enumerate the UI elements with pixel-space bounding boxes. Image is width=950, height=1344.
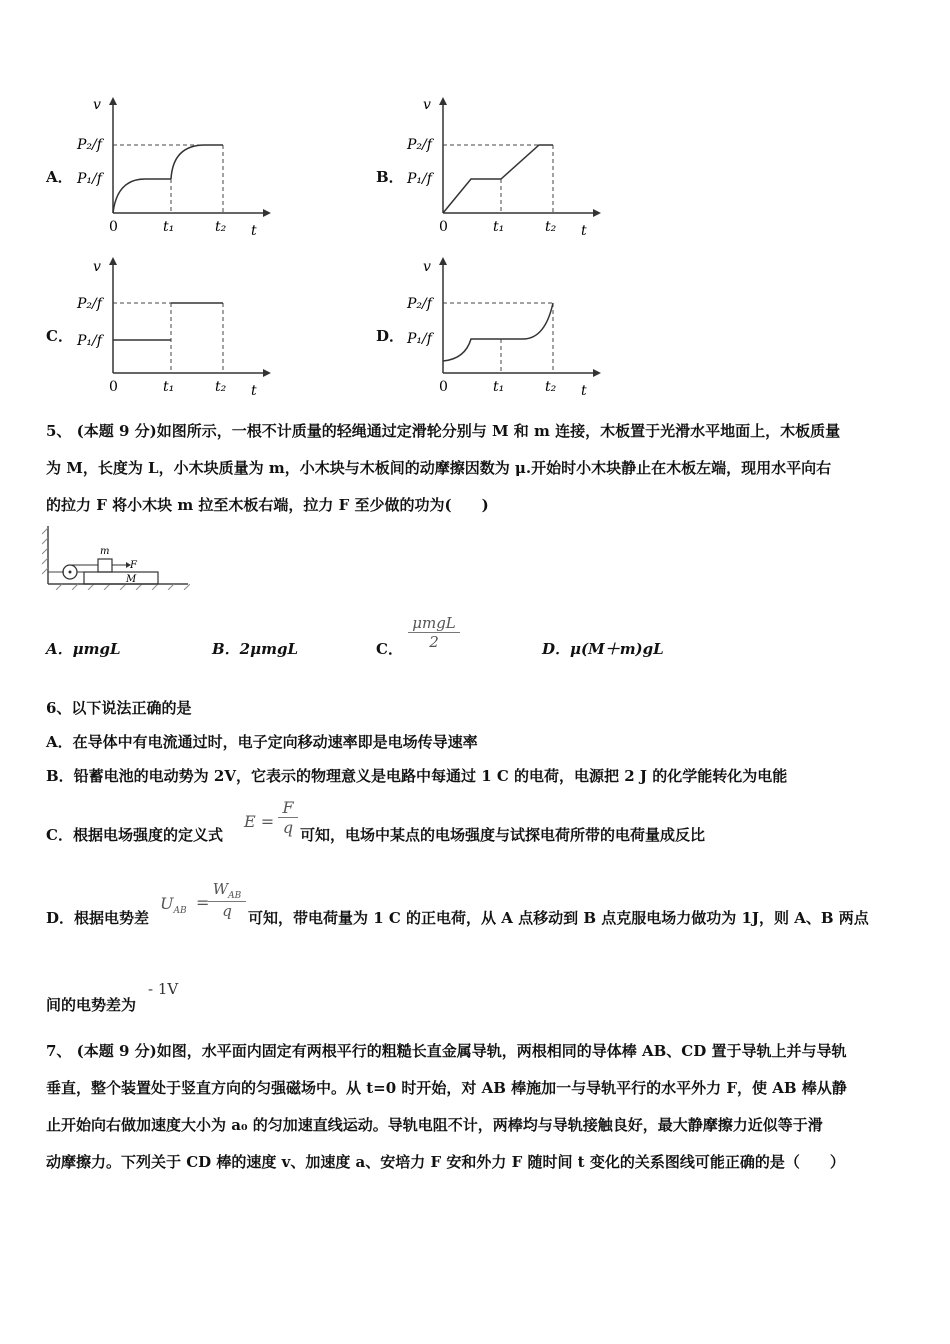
svg-text:t₁: t₁ <box>163 379 175 395</box>
q6-title: 6、以下说法正确的是 <box>46 699 192 717</box>
q6-option-d-value: - 1V <box>148 980 179 998</box>
q6-option-a: A．在导体中有电流通过时，电子定向移动速率即是电场传导速率 <box>46 733 478 751</box>
option-d-label: D． <box>376 327 405 345</box>
q5-line-3: 的拉力 F 将小木块 m 拉至木板右端，拉力 F 至少做的功为( ) <box>46 496 489 514</box>
q5-pulley-figure <box>42 524 190 590</box>
svg-text:v: v <box>423 259 431 275</box>
svg-text:F: F <box>130 560 137 571</box>
svg-text:P₁/f: P₁/f <box>77 333 102 349</box>
svg-text:t₂: t₂ <box>215 219 227 235</box>
svg-text:v: v <box>423 97 431 113</box>
graph-c <box>75 255 275 400</box>
svg-text:t₁: t₁ <box>493 379 505 395</box>
option-a-label: A． <box>46 168 73 186</box>
q6-option-d-u-sub: AB <box>173 906 187 917</box>
q6-option-d-denominator: q <box>222 902 232 920</box>
svg-text:P₁/f: P₁/f <box>407 171 432 187</box>
q5-option-c-denominator: 2 <box>429 633 439 651</box>
graph-a <box>75 95 275 240</box>
q7-line-2: 垂直，整个装置处于竖直方向的匀强磁场中。从 t=0 时开始，对 AB 棒施加一与导轨平行的水平外力 F，使 AB 棒从静 <box>46 1079 847 1097</box>
svg-text:t: t <box>251 383 257 399</box>
q5-option-c-fraction <box>408 614 460 651</box>
q6-option-d-u: U <box>160 894 174 913</box>
svg-text:P₂/f: P₂/f <box>407 296 432 312</box>
q7-line-4: 动摩擦力。下列关于 CD 棒的速度 v、加速度 a、安培力 F 安和外力 F 随时间 t 变化的关系图线可能正确的是（ ） <box>46 1153 845 1171</box>
q6-option-d-equals: = <box>196 893 210 912</box>
svg-text:P₁/f: P₁/f <box>407 331 432 347</box>
svg-text:v: v <box>93 97 101 113</box>
svg-text:0: 0 <box>439 379 448 395</box>
q6-option-c-denominator: q <box>282 818 294 837</box>
q6-option-c-lhs: E = <box>244 812 275 831</box>
graph-d <box>405 255 605 400</box>
svg-text:t₁: t₁ <box>493 219 505 235</box>
q6-option-c-fraction <box>278 798 298 837</box>
svg-text:t₂: t₂ <box>545 219 557 235</box>
svg-text:t₁: t₁ <box>163 219 175 235</box>
q6-option-d-w-sub: AB <box>228 891 242 901</box>
q7-line-3: 止开始向右做加速度大小为 a₀ 的匀加速直线运动。导轨电阻不计，两棒均与导轨接触良好，最大静摩擦力近似等于滑 <box>46 1116 823 1134</box>
svg-text:P₂/f: P₂/f <box>77 296 102 312</box>
option-b-label: B． <box>376 168 404 186</box>
q5-option-a: A．μmgL <box>46 640 121 658</box>
q6-option-c-post: 可知，电场中某点的电场强度与试探电荷所带的电荷量成反比 <box>300 826 706 844</box>
svg-text:P₂/f: P₂/f <box>77 137 102 153</box>
q5-option-c-numerator: μmgL <box>408 614 460 633</box>
q6-option-d-pre: D．根据电势差 <box>46 909 150 927</box>
svg-text:t₂: t₂ <box>545 379 557 395</box>
svg-text:P₂/f: P₂/f <box>407 137 432 153</box>
svg-text:t₂: t₂ <box>215 379 227 395</box>
q5-option-d: D．μ(M＋m)gL <box>542 640 664 658</box>
svg-text:m: m <box>100 546 110 557</box>
svg-text:0: 0 <box>109 379 118 395</box>
q6-option-c-numerator: F <box>278 798 298 818</box>
svg-text:t: t <box>251 223 257 239</box>
graph-b <box>405 95 605 240</box>
svg-text:0: 0 <box>439 219 448 235</box>
q6-option-d-lhs <box>160 894 187 916</box>
q5-line-2: 为 M，长度为 L，小木块质量为 m，小木块与木板间的动摩擦因数为 μ.开始时小木块静止在木板左端，现用水平向右 <box>46 459 832 477</box>
q6-option-d-numerator <box>208 880 246 902</box>
q6-option-d-post: 可知，带电荷量为 1 C 的正电荷，从 A 点移动到 B 点克服电场力做功为 1J，则 A、B 两点 <box>248 909 869 927</box>
q6-option-d-line-2: 间的电势差为 <box>46 996 137 1014</box>
q6-option-d-w: W <box>212 880 229 898</box>
svg-text:0: 0 <box>109 219 118 235</box>
q6-option-b: B．铅蓄电池的电动势为 2V，它表示的物理意义是电路中每通过 1 C 的电荷，电源把 2 J 的化学能转化为电能 <box>46 767 788 785</box>
svg-text:v: v <box>93 259 101 275</box>
q6-option-c-pre: C．根据电场强度的定义式 <box>46 826 223 844</box>
option-c-label: C． <box>46 327 73 345</box>
q5-option-b: B．2μmgL <box>212 640 299 658</box>
svg-text:P₁/f: P₁/f <box>77 171 102 187</box>
svg-text:t: t <box>581 223 587 239</box>
q5-line-1: 5、 (本题 9 分)如图所示，一根不计质量的轻绳通过定滑轮分别与 M 和 m 连接，木板置于光滑水平地面上，木板质量 <box>46 422 841 440</box>
q7-line-1: 7、 (本题 9 分)如图，水平面内固定有两根平行的粗糙长直金属导轨，两根相同的导体棒 AB、CD 置于导轨上并与导轨 <box>46 1042 847 1060</box>
q6-option-d-fraction <box>208 880 246 920</box>
svg-text:M: M <box>126 574 137 585</box>
q5-option-c-label: C． <box>376 640 403 658</box>
svg-text:t: t <box>581 383 587 399</box>
